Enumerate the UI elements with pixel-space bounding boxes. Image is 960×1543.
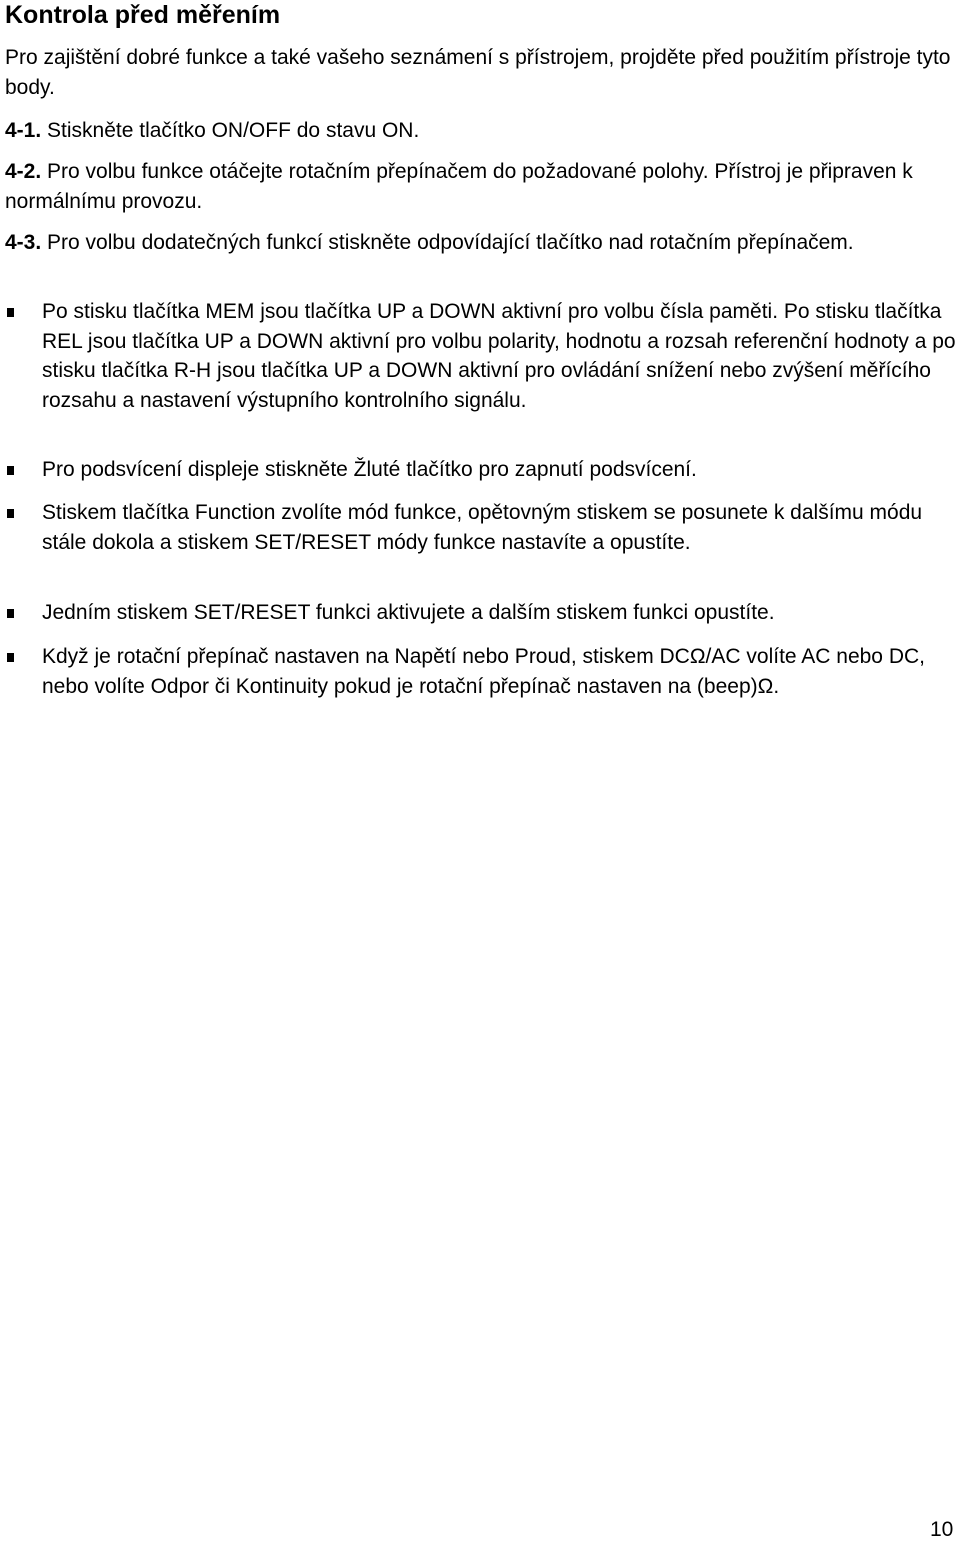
square-bullet-icon bbox=[7, 509, 14, 518]
bullet-text: Stiskem tlačítka Function zvolíte mód funkce, opětovným stiskem se posunete k dalšímu módu stále dokola a stiskem SET/RESET módy funkce nastavíte a opustíte. bbox=[42, 501, 923, 554]
bullet-text: Když je rotační přepínač nastaven na Napětí nebo Proud, stiskem DCΩ/AC volíte AC nebo DC, nebo volíte Odpor či Kontinuity pokud je rotační přepínač nastaven na (beep)Ω. bbox=[42, 645, 925, 698]
step-4-1 bbox=[5, 116, 955, 146]
bullet-text: Po stisku tlačítka MEM jsou tlačítka UP a DOWN aktivní pro volbu čísla paměti. Po stisku tlačítka REL jsou tlačítka UP a DOWN aktivní pro volbu polarity, hodnotu a rozsah referenční hodnoty a po stisku tlačítka R-H jsou tlačítka UP a DOWN aktivní pro ovládání snížení nebo zvýšení měřícího rozsahu a nastavení výstupního kontrolního signálu. bbox=[42, 300, 956, 412]
step-number: 4-1. bbox=[5, 119, 42, 142]
step-4-3 bbox=[5, 228, 955, 258]
square-bullet-icon bbox=[7, 308, 14, 317]
page-title: Kontrola před měřením bbox=[5, 1, 281, 29]
intro-paragraph: Pro zajištění dobré funkce a také vašeho seznámení s přístrojem, projděte před použitím přístroje tyto body. bbox=[5, 46, 951, 99]
bullet-text: Jedním stiskem SET/RESET funkci aktivujete a dalším stiskem funkci opustíte. bbox=[42, 601, 775, 624]
bullet-text: Pro podsvícení displeje stiskněte Žluté tlačítko pro zapnutí podsvícení. bbox=[42, 458, 697, 481]
step-text: Stiskněte tlačítko ON/OFF do stavu ON. bbox=[41, 119, 420, 142]
square-bullet-icon bbox=[7, 609, 14, 618]
step-text: Pro volbu dodatečných funkcí stiskněte odpovídající tlačítko nad rotačním přepínačem. bbox=[41, 231, 854, 254]
square-bullet-icon bbox=[7, 466, 14, 475]
step-number: 4-2. bbox=[5, 160, 42, 183]
step-number: 4-3. bbox=[5, 231, 42, 254]
page-number: 10 bbox=[930, 1518, 954, 1541]
square-bullet-icon bbox=[7, 653, 14, 662]
step-text: Pro volbu funkce otáčejte rotačním přepínačem do požadované polohy. Přístroj je připraven k normálnímu provozu. bbox=[5, 160, 913, 213]
step-4-2 bbox=[5, 157, 955, 216]
